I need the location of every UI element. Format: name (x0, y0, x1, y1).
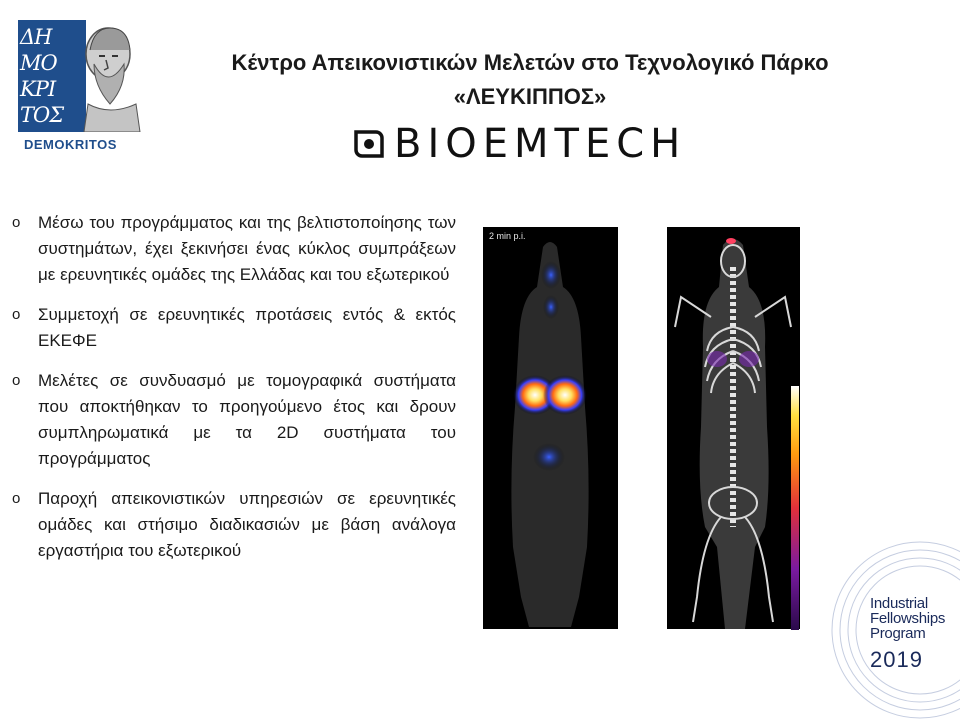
ct-scan-graphic (667, 227, 800, 629)
bullet-list (8, 210, 456, 578)
democritus-caption: DEMOKRITOS (24, 137, 117, 152)
democritus-letter-row: ΜΟ (20, 51, 57, 75)
ifp-logo (810, 530, 960, 720)
bullet-text: Μελέτες σε συνδυασμό με τομογραφικά συστήματα που αποκτήθηκαν το προηγούμενο έτος και δρουν συμπληρωματικά με τα 2D συστήματα του προγράμματος (38, 371, 456, 468)
ifp-year: 2019 (870, 647, 923, 672)
pet-time-label: 2 min p.i. (489, 231, 526, 241)
bullet-text: Μέσω του προγράμματος και της βελτιστοποίησης των συστημάτων, έχει ξεκινήσει ένας κύκλος συμπράξεων με ερευνητικές ομάδες της Ελλάδας και του εξωτερικού (38, 213, 456, 284)
bioemtech-mark-icon (352, 128, 384, 160)
bullet-marker: o (12, 306, 21, 323)
bullet-marker: o (12, 490, 21, 507)
list-item (8, 210, 456, 288)
ct-scan-image (667, 227, 800, 629)
bioemtech-wordmark: BIOEMTECH (394, 121, 687, 167)
bullet-text: Συμμετοχή σε ερευνητικές προτάσεις εντός & εκτός ΕΚΕΦΕ (38, 305, 456, 350)
ifp-line: Program (870, 625, 926, 642)
bullet-marker: o (12, 372, 21, 389)
pet-scan-graphic (483, 227, 618, 629)
democritus-logo-letters (20, 24, 84, 128)
democritus-letter-row: ΚΡΙ (20, 77, 56, 101)
pet-scan-image (483, 227, 618, 629)
ifp-line: Fellowships (870, 610, 946, 627)
democritus-logo (14, 20, 154, 160)
list-item (8, 368, 456, 472)
ifp-text (870, 596, 945, 641)
democritus-logo-block (18, 20, 86, 132)
democritus-letter-row: ΔΗ (20, 25, 52, 49)
color-scale-bar (791, 386, 799, 630)
democritus-letter-row: ΤΟΣ (20, 103, 64, 127)
page-title (140, 50, 920, 110)
bullet-text: Παροχή απεικονιστικών υπηρεσιών σε ερευνητικές ομάδες και στήσιμο διαδικασιών με βάση ανάλογα εργαστήρια του εξωτερικού (38, 489, 456, 560)
list-item (8, 302, 456, 354)
bioemtech-logo (352, 122, 686, 166)
democritus-portrait-icon (80, 20, 142, 132)
list-item (8, 486, 456, 564)
ifp-line: Industrial (870, 595, 928, 612)
title-line-1: Κέντρο Απεικονιστικών Μελετών στο Τεχνολογικό Πάρκο (231, 50, 829, 75)
bullet-marker: o (12, 214, 21, 231)
title-line-2: «ΛΕΥΚΙΠΠΟΣ» (453, 84, 607, 109)
